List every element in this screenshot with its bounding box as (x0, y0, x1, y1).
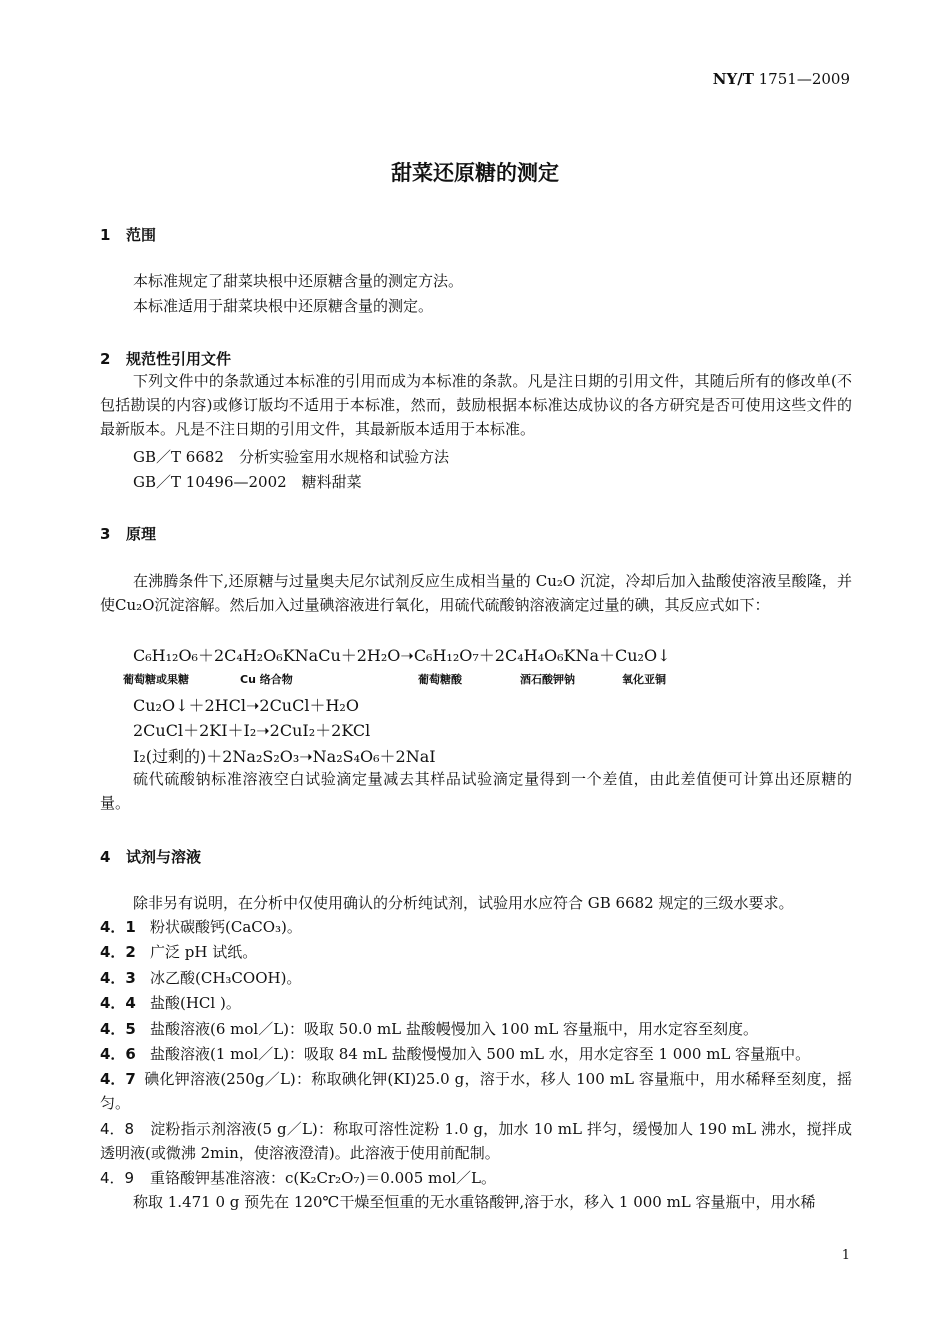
list-item: 4．7 碘化钾溶液(250g／L)：称取碘化钾(KI)25.0 g，溶于水，移人 100 mL 容量瓶中，用水稀释至刻度，摇匀。 (100, 1070, 852, 1112)
list-item: 4．1 粉状碳酸钙(CaCO₃)。 (100, 918, 302, 936)
list-item: 4．8 淀粉指示剂溶液(5 g／L)：称取可溶性淀粉 1.0 g，加水 10 mL 拌匀，缓慢加人 190 mL 沸水，搅拌成透明液(或微沸 2min，使溶液澄清)。此溶液于使用前配制。 (100, 1120, 852, 1162)
list-item: 4．5 盐酸溶液(6 mol／L)：吸取 50.0 mL 盐酸幔慢加入 100 mL 容量瓶中，用水定容至刻度。 (100, 1020, 759, 1038)
paragraph: 本标准适用于甜菜块根中还原糖含量的测定。 (133, 297, 434, 315)
list-item: 4．2 广泛 pH 试纸。 (100, 943, 258, 961)
reaction-equation: 2CuCl＋2KI＋I₂➝2CuI₂＋2KCl (133, 721, 371, 740)
section-1-heading: 1 范围 (100, 226, 157, 244)
list-item: 4．9 重铬酸钾基准溶液：c(K₂Cr₂O₇)＝0.005 mol／L。 (100, 1169, 497, 1187)
paragraph: 在沸腾条件下,还原糖与过量奥夫尼尔试剂反应生成相当量的 Cu₂O 沉淀，冷却后加入盐酸使溶液呈酸隆，并使Cu₂O沉淀溶解。然后加入过量碘溶液进行氧化，用硫代硫酸钠溶液滴定过量的碘，其反应式如下： (100, 572, 852, 614)
paragraph: 本标准规定了甜菜块根中还原糖含量的测定方法。 (133, 272, 464, 290)
paragraph: 称取 1.471 0 g 预先在 120℃干燥至恒重的无水重铬酸钾,溶于水，移入 1 000 mL 容量瓶中，用水稀 (133, 1193, 816, 1211)
paragraph: 除非另有说明，在分析中仅使用确认的分析纯试剂，试验用水应符合 GB 6682 规定的三级水要求。 (133, 894, 794, 912)
list-item: 4．6 盐酸溶液(1 mol／L)：吸取 84 mL 盐酸慢慢加入 500 mL 水，用水定容至 1 000 mL 容量瓶中。 (100, 1045, 811, 1063)
section-2-heading: 2 规范性引用文件 (100, 350, 232, 368)
reaction-equation: Cu₂O↓＋2HCl➝2CuCl＋H₂O (133, 696, 359, 715)
reference-item: GB／T 10496—2002 糖料甜菜 (133, 473, 362, 491)
equation-label: Cu 络合物 (240, 673, 293, 686)
section-3-heading: 3 原理 (100, 525, 157, 543)
equation-label: 氧化亚铜 (622, 673, 666, 686)
reaction-equation: C₆H₁₂O₆＋2C₄H₂O₆KNaCu＋2H₂O➝C₆H₁₂O₇＋2C₄H₄O₆KNa＋Cu₂O↓ (133, 646, 671, 665)
equation-label: 葡萄糖酸 (418, 673, 462, 686)
standard-number: NY/T 1751—2009 (712, 70, 850, 88)
list-item: 4．4 盐酸(HCl )。 (100, 994, 241, 1012)
paragraph: 下列文件中的条款通过本标准的引用而成为本标准的条款。凡是注日期的引用文件，其随后所有的修改单(不包括勘误的内容)或修订版均不适用于本标准，然而，鼓励根据本标准达成协议的各方研究是否可使用这些文件的最新版本。凡是不注日期的引用文件，其最新版本适用于本标准。 (100, 372, 852, 438)
reaction-equation: I₂(过剩的)＋2Na₂S₂O₃➝Na₂S₄O₆＋2NaI (133, 747, 436, 766)
equation-label: 葡萄糖或果糖 (123, 673, 189, 686)
list-item: 4．3 冰乙酸(CH₃COOH)。 (100, 969, 302, 987)
reference-item: GB／T 6682 分析实验室用水规格和试验方法 (133, 448, 449, 466)
document-title: 甜菜还原糖的测定 (391, 161, 559, 185)
section-4-heading: 4 试剂与溶液 (100, 848, 202, 866)
page-number: 1 (841, 1248, 850, 1263)
paragraph: 硫代硫酸钠标准溶液空白试验滴定量减去其样品试验滴定量得到一个差值，由此差值便可计算出还原糖的量。 (100, 770, 852, 812)
equation-label: 酒石酸钾钠 (520, 673, 575, 686)
